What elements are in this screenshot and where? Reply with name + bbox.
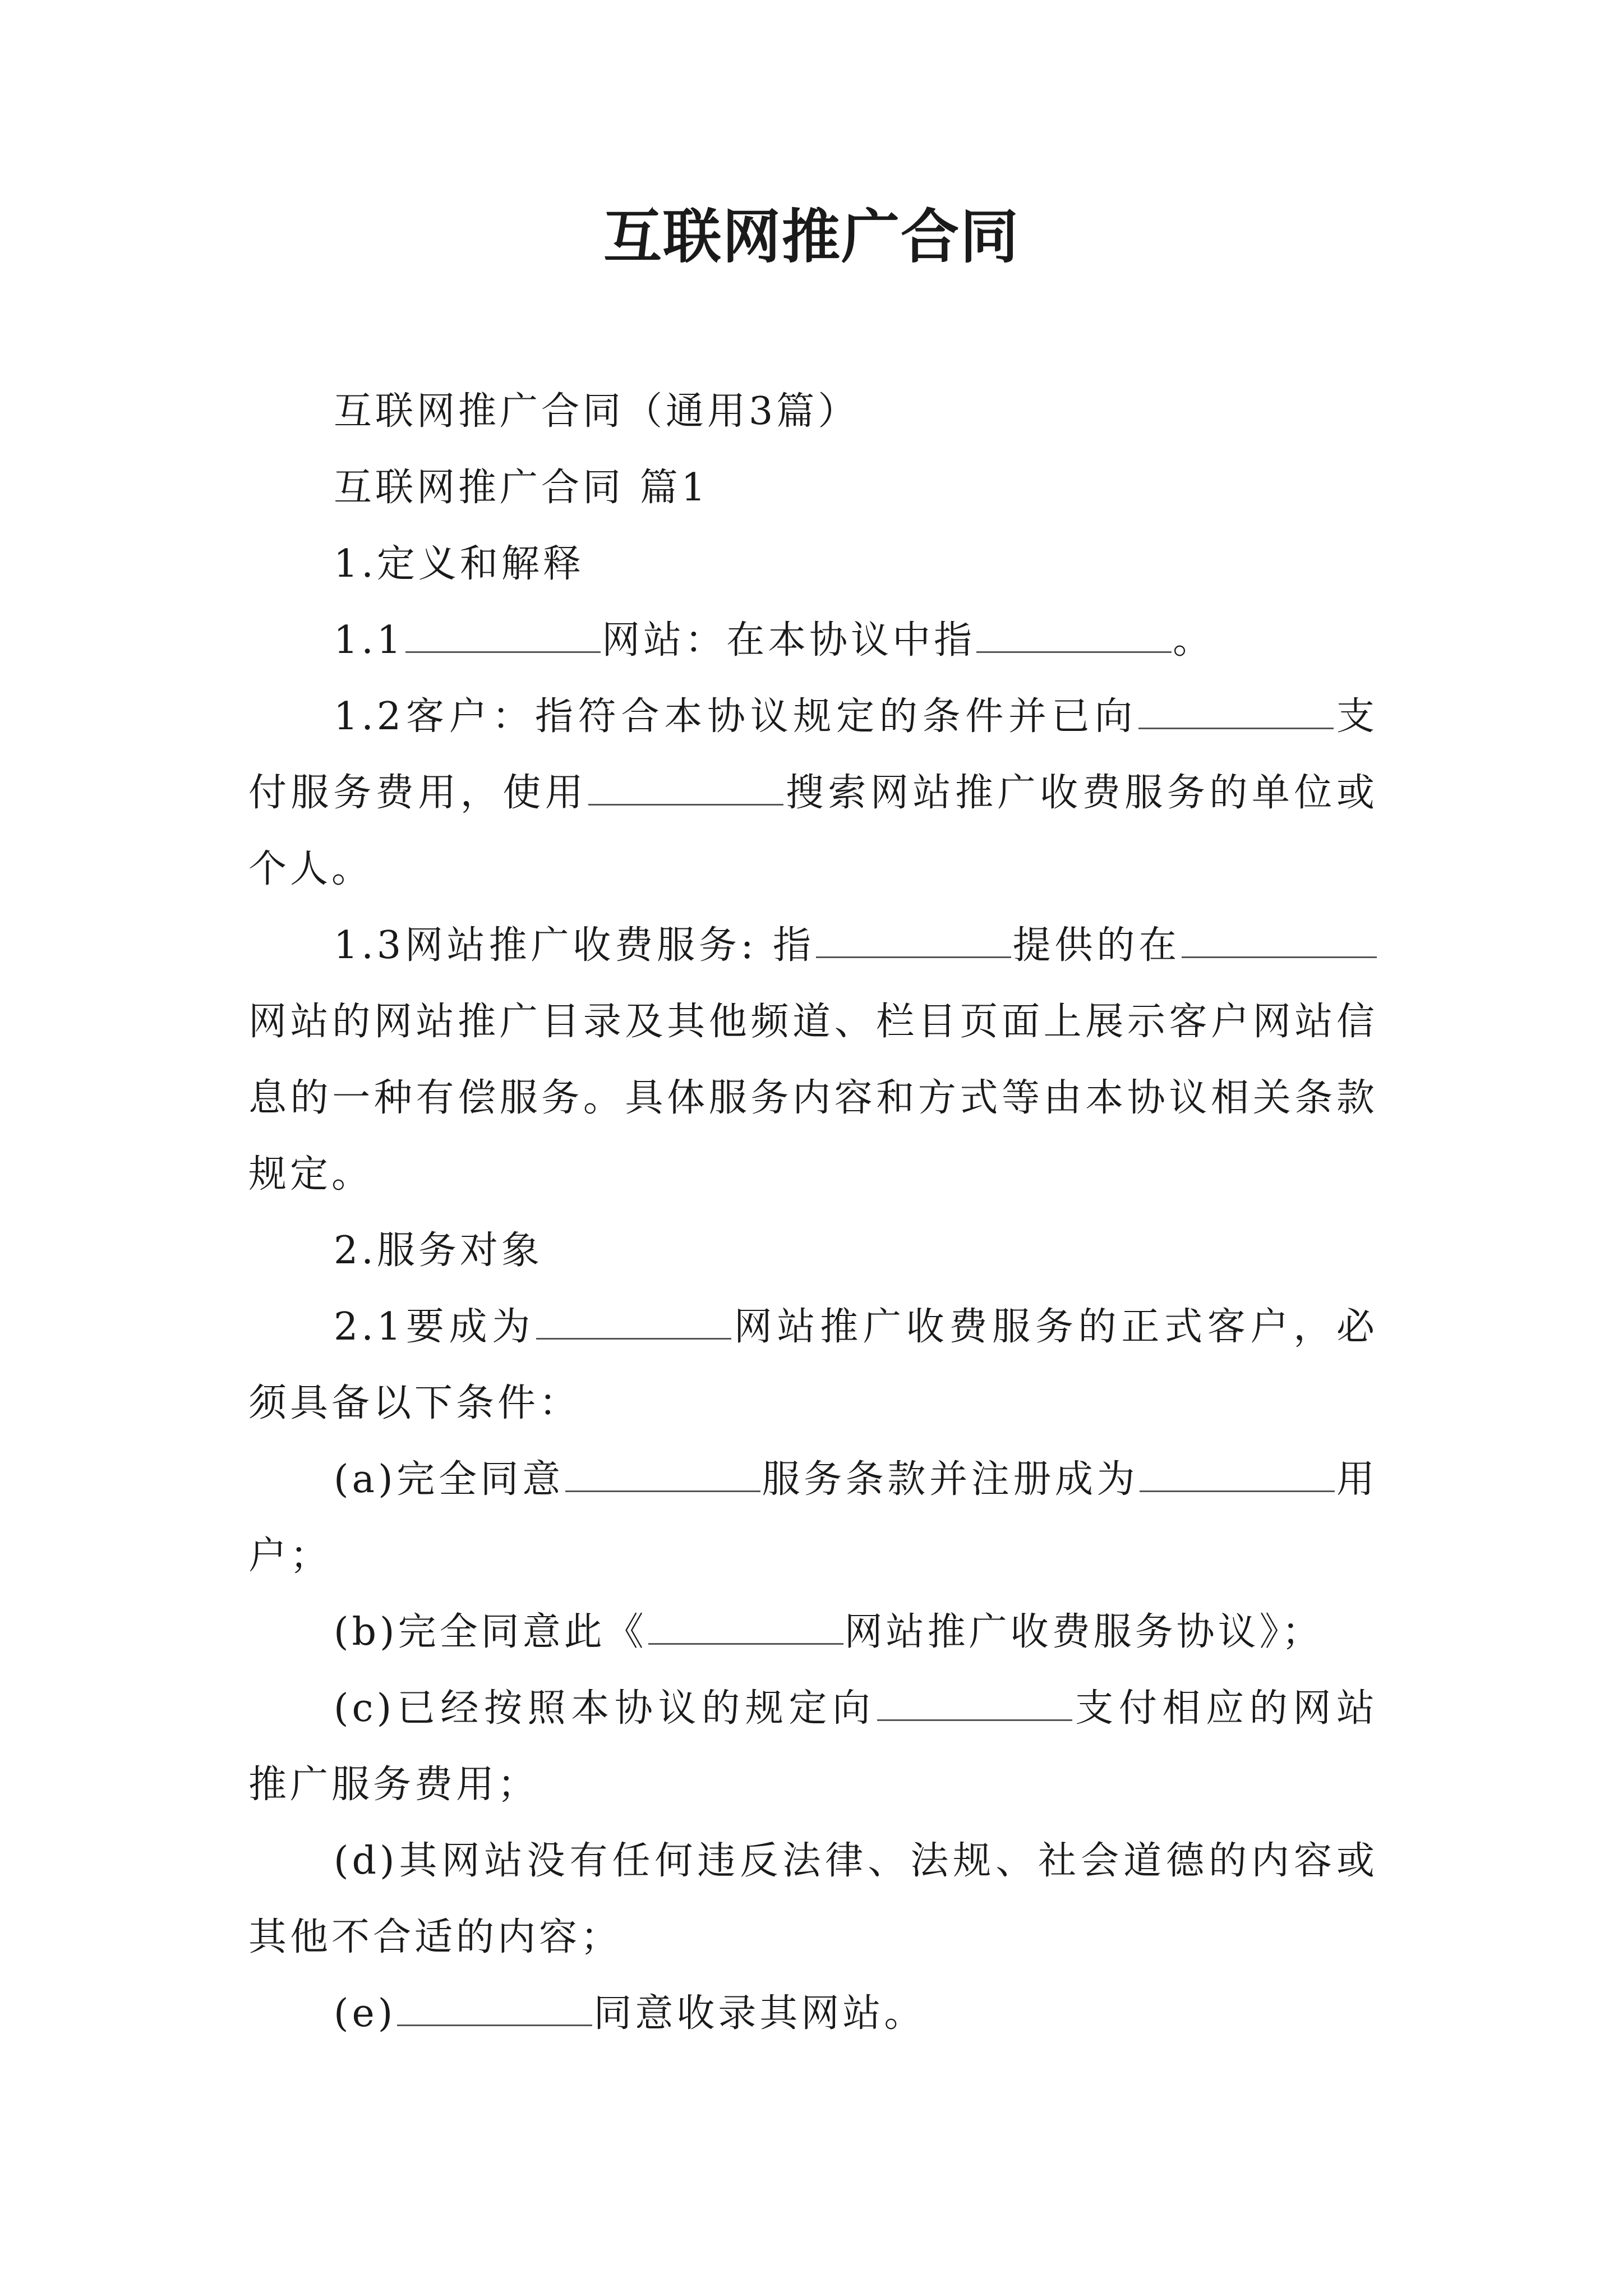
- paragraph-1-2: 1.2客户：指符合本协议规定的条件并已向 支付服务费用，使用 搜索网站推广收费服务的单位或个人。: [248, 694, 1378, 891]
- fill-blank: [405, 649, 601, 653]
- paragraph-condition-d: (d)其网站没有任何违反法律、法规、社会道德的内容或其他不合适的内容；: [248, 1839, 1378, 1959]
- paragraph-condition-e: (e) 同意收录其网站。: [334, 1991, 926, 2036]
- fill-blank: [1140, 1488, 1335, 1492]
- paragraph-condition-c: (c)已经按照本协议的规定向 支付相应的网站推广服务费用；: [248, 1686, 1378, 1807]
- fill-blank: [877, 1717, 1072, 1721]
- paragraph-2-1: 2.1要成为 网站推广收费服务的正式客户，必须具备以下条件：: [248, 1305, 1378, 1425]
- fill-blank: [648, 1641, 843, 1645]
- fill-blank: [565, 1488, 760, 1492]
- paragraph-condition-a: (a)完全同意 服务条款并注册成为 用户；: [248, 1457, 1378, 1578]
- fill-blank: [397, 2022, 592, 2026]
- document-title: 互联网推广合同: [603, 202, 1020, 271]
- paragraph-definitions-heading: 1.定义和解释: [334, 542, 584, 586]
- paragraph-1-1: 1.1 网站：在本协议中指 。: [334, 618, 1215, 662]
- paragraph-condition-b: (b)完全同意此《 网站推广收费服务协议》；: [334, 1610, 1324, 1654]
- paragraph-1-3: 1.3网站推广收费服务: 指 提供的在网站的网站推广目录及其他频道、栏目页面上展示客户网站信息的一种有偿服务。具体服务内容和方式等由本协议相关条款规定。: [248, 923, 1378, 1197]
- fill-blank: [1138, 725, 1334, 729]
- fill-blank: [1182, 954, 1377, 958]
- paragraph-subtitle: 互联网推广合同（通用3篇）: [334, 389, 860, 434]
- fill-blank: [588, 802, 783, 806]
- fill-blank: [816, 954, 1011, 958]
- paragraph-section-heading: 互联网推广合同 篇1: [334, 466, 709, 510]
- paragraph-service-heading: 2.服务对象: [334, 1228, 543, 1273]
- document-body: [248, 374, 1378, 2052]
- fill-blank: [976, 649, 1172, 653]
- fill-blank: [536, 1336, 731, 1340]
